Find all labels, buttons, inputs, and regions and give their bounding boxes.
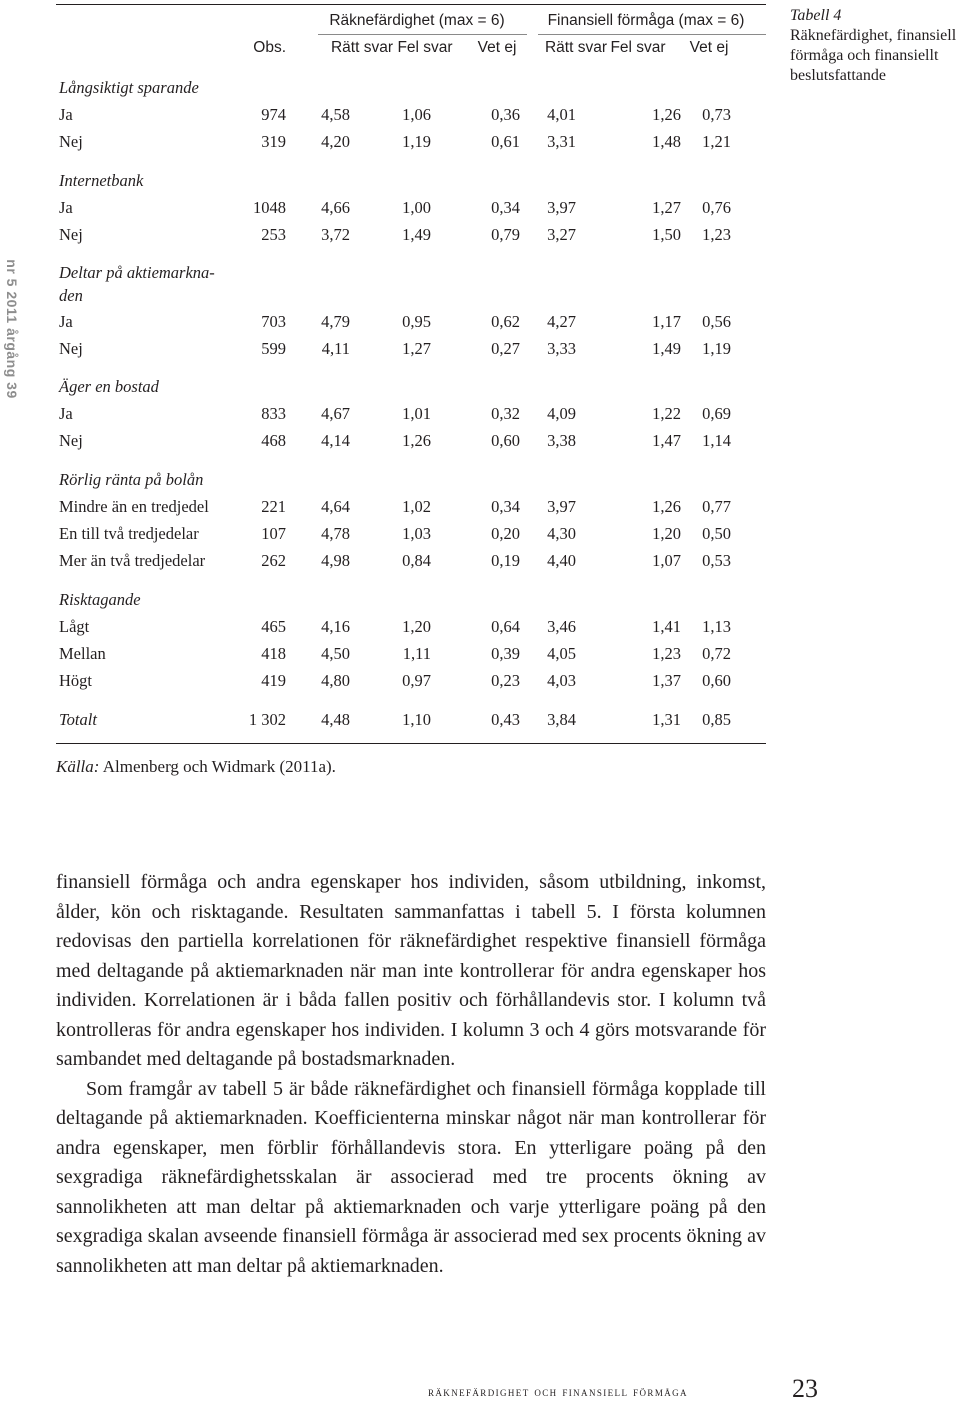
- caption-title: Räknefärdighet, finansiell förmåga och finansiellt beslutsfattande: [790, 27, 957, 84]
- table-cell: 0,61: [491, 132, 520, 151]
- table-cell: 833: [261, 404, 286, 423]
- table-cell: 1,21: [702, 132, 731, 151]
- source-label: Källa:: [56, 757, 100, 776]
- table-cell: 703: [261, 312, 286, 331]
- table-cell: 0,60: [491, 431, 520, 450]
- total-cell: 1 302: [248, 710, 286, 729]
- total-label: Totalt: [59, 710, 97, 729]
- table-cell: 1,00: [402, 198, 431, 217]
- total-cell: 4,48: [321, 710, 350, 729]
- total-cell: 0,43: [491, 710, 520, 729]
- table-cell: 419: [261, 671, 286, 690]
- table-cell: 0,97: [402, 671, 431, 690]
- table-cell: 3,38: [547, 431, 576, 450]
- table-cell: 0,79: [491, 225, 520, 244]
- table-cell: 0,84: [402, 551, 431, 570]
- row-label: Mellan: [59, 644, 106, 663]
- table-top-rule: [56, 4, 766, 5]
- table-source: [56, 756, 336, 778]
- running-footer: räknefärdighet och finansiell förmåga: [428, 1384, 688, 1399]
- table-cell: 0,95: [402, 312, 431, 331]
- table-cell: 0,77: [702, 497, 731, 516]
- table-cell: 1048: [253, 198, 286, 217]
- table-cell: 1,14: [702, 431, 731, 450]
- table-cell: 4,27: [547, 312, 576, 331]
- table-cell: 0,69: [702, 404, 731, 423]
- table-cell: 1,11: [402, 644, 431, 663]
- table-cell: 4,58: [321, 105, 350, 124]
- table-cell: 0,32: [491, 404, 520, 423]
- table-cell: 0,20: [491, 524, 520, 543]
- table-cell: 0,64: [491, 617, 520, 636]
- table-cell: 4,79: [321, 312, 350, 331]
- table-cell: 4,66: [321, 198, 350, 217]
- section-title: Deltar på aktiemarkna-: [59, 263, 215, 282]
- table-cell: 4,40: [547, 551, 576, 570]
- page-number: 23: [792, 1374, 818, 1403]
- table-cell: 262: [261, 551, 286, 570]
- table-cell: 253: [261, 225, 286, 244]
- group-header-financial-literacy: Finansiell förmåga (max = 6): [547, 12, 745, 29]
- table-cell: 3,31: [547, 132, 576, 151]
- table-cell: 0,72: [702, 644, 731, 663]
- table-cell: 1,06: [402, 105, 431, 124]
- group-header-numeracy: Räknefärdighet (max = 6): [329, 12, 505, 29]
- column-header-obs: Obs.: [253, 39, 286, 56]
- table-cell: 1,27: [652, 198, 681, 217]
- total-cell: 1,31: [652, 710, 681, 729]
- table-cell: 4,16: [321, 617, 350, 636]
- table-cell: 1,49: [652, 339, 681, 358]
- table-cell: 3,46: [547, 617, 576, 636]
- table-cell: 4,05: [547, 644, 576, 663]
- table-cell: 418: [261, 644, 286, 663]
- table-cell: 4,03: [547, 671, 576, 690]
- table-cell: 599: [261, 339, 286, 358]
- table-cell: 1,01: [402, 404, 431, 423]
- row-label: Ja: [59, 198, 73, 217]
- table-cell: 0,53: [702, 551, 731, 570]
- table-cell: 4,30: [547, 524, 576, 543]
- table-cell: 0,39: [491, 644, 520, 663]
- group-rule-numeracy: [318, 34, 527, 35]
- table-cell: 0,60: [702, 671, 731, 690]
- table-cell: 0,62: [491, 312, 520, 331]
- table-cell: 0,27: [491, 339, 520, 358]
- table-cell: 0,73: [702, 105, 731, 124]
- section-title: Rörlig ränta på bolån: [59, 470, 204, 489]
- table-caption: [790, 6, 960, 86]
- total-cell: 0,85: [702, 710, 731, 729]
- row-label: Högt: [59, 671, 92, 690]
- table-cell: 0,34: [491, 497, 520, 516]
- table-cell: 1,41: [652, 617, 681, 636]
- row-label: Mindre än en tredjedel: [59, 497, 209, 516]
- table-cell: 468: [261, 431, 286, 450]
- table-cell: 1,19: [402, 132, 431, 151]
- row-label: Nej: [59, 225, 83, 244]
- section-title: den: [59, 286, 83, 305]
- table-cell: 319: [261, 132, 286, 151]
- row-label: Ja: [59, 312, 73, 331]
- table-cell: 0,19: [491, 551, 520, 570]
- table-cell: 1,26: [402, 431, 431, 450]
- table-cell: 4,64: [321, 497, 350, 516]
- table-cell: 4,78: [321, 524, 350, 543]
- table-cell: 0,50: [702, 524, 731, 543]
- table-cell: 1,23: [702, 225, 731, 244]
- table-cell: 1,17: [652, 312, 681, 331]
- table-cell: 1,23: [652, 644, 681, 663]
- body-text: [56, 868, 766, 1281]
- table-cell: 1,13: [702, 617, 731, 636]
- column-header: Fel svar: [397, 39, 453, 56]
- table-cell: 974: [261, 105, 286, 124]
- row-label: En till två tredjedelar: [59, 524, 199, 543]
- table-cell: 221: [261, 497, 286, 516]
- table-cell: 1,22: [652, 404, 681, 423]
- column-header: Vet ej: [477, 39, 517, 56]
- table-cell: 0,76: [702, 198, 731, 217]
- table-cell: 1,03: [402, 524, 431, 543]
- row-label: Ja: [59, 404, 73, 423]
- table-cell: 1,20: [402, 617, 431, 636]
- row-label: Nej: [59, 431, 83, 450]
- section-title: Långsiktigt sparande: [59, 78, 199, 97]
- table-cell: 1,26: [652, 105, 681, 124]
- table-cell: 4,20: [321, 132, 350, 151]
- table-cell: 1,26: [652, 497, 681, 516]
- table-cell: 1,07: [652, 551, 681, 570]
- table-cell: 4,50: [321, 644, 350, 663]
- table-cell: 3,27: [547, 225, 576, 244]
- section-title: Risktagande: [59, 590, 141, 609]
- row-label: Nej: [59, 339, 83, 358]
- table-cell: 3,97: [547, 198, 576, 217]
- table-cell: 3,72: [321, 225, 350, 244]
- caption-label: Tabell 4: [790, 7, 842, 24]
- total-cell: 1,10: [402, 710, 431, 729]
- total-cell: 3,84: [547, 710, 576, 729]
- table-cell: 4,01: [547, 105, 576, 124]
- table-cell: 4,14: [321, 431, 350, 450]
- row-label: Lågt: [59, 617, 90, 636]
- table-cell: 4,09: [547, 404, 576, 423]
- table-cell: 1,50: [652, 225, 681, 244]
- row-label: Nej: [59, 132, 83, 151]
- table-cell: 1,20: [652, 524, 681, 543]
- table-cell: 3,97: [547, 497, 576, 516]
- table-cell: 0,23: [491, 671, 520, 690]
- results-table: [56, 0, 766, 748]
- table-cell: 4,67: [321, 404, 350, 423]
- table-bottom-rule: [56, 743, 766, 744]
- body-paragraph: finansiell förmåga och andra egenskaper hos individen, såsom utbildning, inkomst, ålder, kön och risktagande. Resultaten sammanfattas i tabell 5. I första kolumnen redovisas den partiella korrelationen för räknefärdighet respektive finansiell förmåga med deltagande på aktiemarknaden när man inte kontrollerar för andra egenskaper hos individen. Korrelationen är i båda fallen positiv och förhållandevis stor. I kolumn två kontrolleras för andra egenskaper hos individen. I kolumn 3 och 4 görs motsvarande för sambandet med deltagande på bostadsmarknaden.: [56, 871, 766, 1070]
- table-cell: 1,47: [652, 431, 681, 450]
- body-paragraph: Som framgår av tabell 5 är både räknefärdighet och finansiell förmåga kopplade till deltagande på aktiemarknaden. Koefficienterna minskar något när man kontrollerar för andra egenskaper, men förblir förhållandevis stora. En ytterligare poäng på den sexgradiga räknefärdighetsskalan är associerad med tre procents ökning av sannolikheten att man deltar på aktiemarknaden och varje ytterligare poäng på den sexgradiga skalan avseende finansiell förmåga är associerad med sex procents ökning av sannolikheten att man deltar på aktiemarknaden.: [56, 1077, 766, 1277]
- table-cell: 0,34: [491, 198, 520, 217]
- table-cell: 1,48: [652, 132, 681, 151]
- table-cell: 4,11: [321, 339, 350, 358]
- table-cell: 1,27: [402, 339, 431, 358]
- table-cell: 1,02: [402, 497, 431, 516]
- table-cell: 0,36: [491, 105, 520, 124]
- column-header: Rätt svar: [544, 39, 607, 56]
- table-cell: 1,19: [702, 339, 731, 358]
- table-cell: 465: [261, 617, 286, 636]
- table-cell: 1,37: [652, 671, 681, 690]
- table-cell: 4,80: [321, 671, 350, 690]
- row-label: Mer än två tredjedelar: [59, 551, 206, 570]
- source-text: Almenberg och Widmark (2011a).: [99, 757, 336, 776]
- table-cell: 3,33: [547, 339, 576, 358]
- group-rule-literacy: [538, 34, 766, 35]
- table-cell: 107: [261, 524, 286, 543]
- column-header: Rätt svar: [330, 39, 393, 56]
- section-title: Internetbank: [59, 171, 144, 190]
- column-header: Fel svar: [610, 39, 666, 56]
- table-cell: 4,98: [321, 551, 350, 570]
- section-title: Äger en bostad: [59, 377, 159, 396]
- row-label: Ja: [59, 105, 73, 124]
- column-header: Vet ej: [689, 39, 729, 56]
- table-cell: 0,56: [702, 312, 731, 331]
- running-header-side: nr 5 2011 årgång 39: [4, 259, 20, 399]
- table-cell: 1,49: [402, 225, 431, 244]
